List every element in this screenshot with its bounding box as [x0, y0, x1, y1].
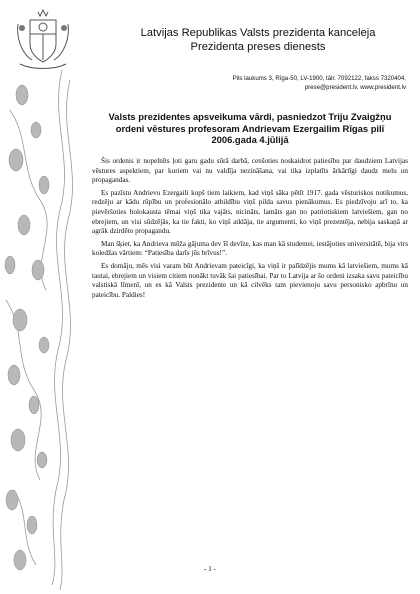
department-name: Prezidenta preses dienests [190, 41, 326, 53]
paragraph: Es pazīstu Andrievu Ezergaili kopš tiem laikiem, kad viņš sāka pētīt 1917. gada vēsturiskos notikumus, redzēju ar kādu rūpību un profesionālo atbildību viņš pilda savus pienākumus. Es piedzīvoju arī to, ka pievēršoties holokausta tēmai viņš tika vajāts, nicināts, lamāts gan no patriotiskiem latviešiem, gan no ebrejiem, un visi sūdzējās, ka tie fakti, ko viņš atklāja, tie argumenti, ko viņš prezentēja, nebija saskaņā ar agrāk dzirdēto propagandu. [92, 188, 408, 236]
paragraph: Šis ordenis ir nopelnīts ļoti garu gadu sūrā darbā, cenšoties noskaidrot patiesību par daudziem Latvijas vēstures aspektiem, par kuriem vai nu valdīja nezināšana, vai tika izplatīts ārkārtīgi daudz melu un propagandas. [92, 157, 408, 185]
title-line-2: ordeni vēstures profesoram Andrievam Ezergailim Rīgas pilī [115, 122, 385, 134]
title-line-3: 2006.gada 4.jūlijā [211, 134, 289, 145]
organization-name: Latvijas Republikas Valsts prezidenta kanceleja [140, 27, 376, 39]
paragraph: Man šķiet, ka Andrieva mūža gājuma dev īš devīze, kas man kā studentei, iestājoties universitātē, bija virs koledžas vārtiem: “Patiesība darīs jūs brīvus!”. [92, 239, 408, 258]
coat-of-arms-icon [12, 4, 74, 76]
paragraph: Es domāju, mēs visi varam būt Andrievam pateicīgi, ka viņš ir palīdzējis mums kā latviešiem, mums kā tautai, ebrejiem un visiem citiem nonākt tuvāk šai patiesībai. Par to Latvija ar šo ordeni izsaka savu pateicību valstiskā līmenī, un es kā Valsts prezidente un kā cilvēks tam pievienoju savu personisko apbrīnu un pateicību. Paldies! [92, 261, 408, 299]
ornamental-border [0, 0, 86, 594]
email-web-line: prese@president.lv, www.president.lv [304, 84, 406, 91]
contact-info [110, 74, 406, 92]
title-line-1: Valsts prezidentes apsveikuma vārdi, pasniedzot Triju Zvaigžņu [108, 111, 392, 122]
address-line: Pils laukums 3, Rīga-50, LV-1900, tālr. 7092122, fakss 7320404, [232, 75, 406, 82]
speech-body [92, 157, 408, 303]
letterhead [110, 26, 406, 54]
page-number: - 1 - [204, 565, 216, 573]
document-title [92, 111, 408, 146]
